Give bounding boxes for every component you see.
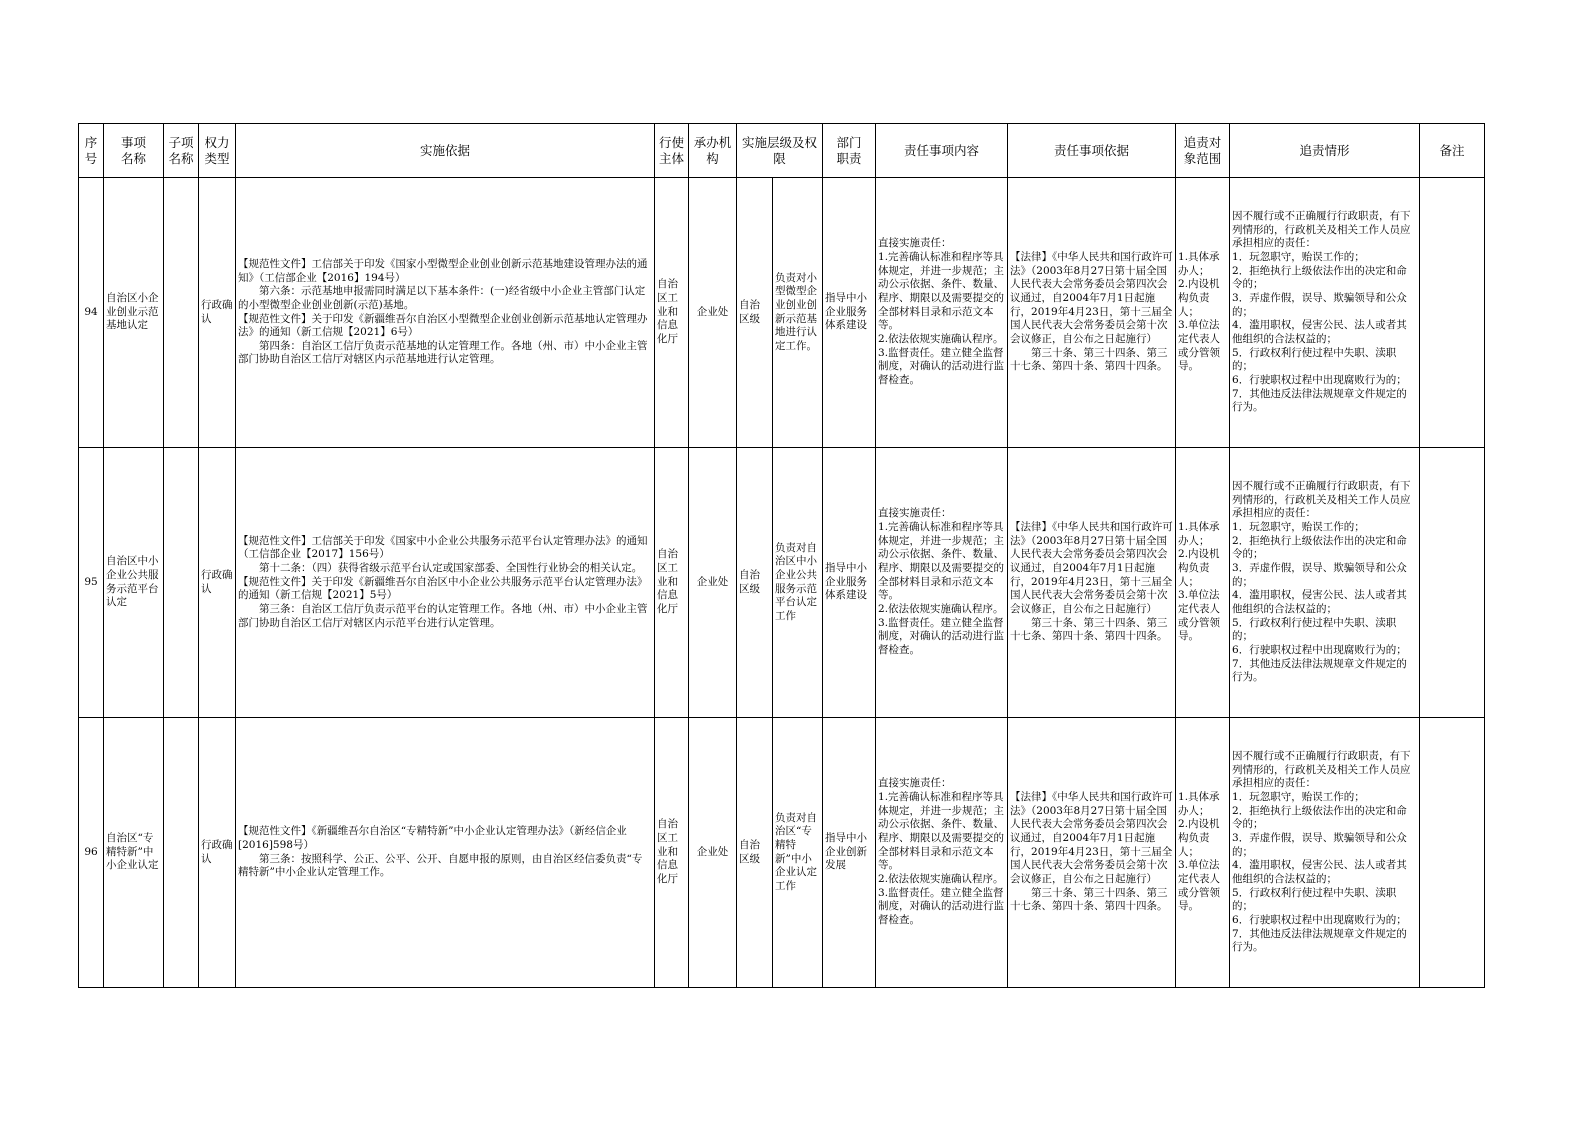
cell-power-type: 行政确认 (199, 718, 236, 988)
cell-office: 企业处 (689, 718, 737, 988)
cell-office: 企业处 (689, 448, 737, 718)
header-subject: 行使 主体 (655, 124, 689, 178)
cell-remark (1420, 718, 1485, 988)
cell-duty: 指导中小企业创新发展 (823, 718, 876, 988)
header-remark: 备注 (1420, 124, 1485, 178)
resp-basis-tag: 【法律】 (1010, 791, 1053, 804)
basis-paragraph (238, 313, 652, 340)
header-resp-basis: 责任事项依据 (1008, 124, 1176, 178)
basis-paragraph (238, 576, 652, 603)
basis-text: 《新疆维吾尔自治区“专精特新”中小企业认定管理办法》（新经信企业[2016]598号） (238, 825, 627, 851)
table-row (79, 178, 1485, 448)
cell-item-name: 自治区“专精特新”中小企业认定 (104, 718, 164, 988)
cell-level: 自治区级 (737, 448, 773, 718)
cell-level-scope: 负责对自治区中小企业公共服务示范平台认定工作 (773, 448, 823, 718)
resp-basis-paragraph (1010, 251, 1173, 346)
header-duty: 部门 职责 (823, 124, 876, 178)
cell-circumstances: 因不履行或不正确履行行政职责，有下列情形的，行政机关及相关工作人员应承担相应的责任： 1．玩忽职守，贻误工作的； 2．拒绝执行上级依法作出的决定和命令的； 3．弄虚作假，误导、欺骗领导和公众的； 4．滥用职权，侵害公民、法人或者其他组织的合法权益的； 5．行政权利行使过程中失职、渎职的； 6．行驶职权过程中出现腐败行为的； 7．其他违反法律法规规章文件规定的行为。 (1230, 718, 1420, 988)
cell-power-type: 行政确认 (199, 178, 236, 448)
cell-resp-content: 直接实施责任： 1.完善确认标准和程序等具体规定，并进一步规范；主动公示依据、条件、数量、程序、期限以及需要提交的全部材料目录和示范文本等。 2.依法依规实施确认程序。 3.监督责任。建立健全监督制度，对确认的活动进行监督检查。 (876, 718, 1008, 988)
cell-level: 自治区级 (737, 718, 773, 988)
cell-subject: 自治区工业和信息化厅 (655, 718, 689, 988)
basis-tag: 【规范性文件】 (238, 257, 312, 270)
cell-sub-name (164, 718, 199, 988)
table-row (79, 718, 1485, 988)
resp-basis-text: 《中华人民共和国行政许可法》（2003年8月27日第十届全国人民代表大会常务委员会第四次会议通过，自2004年7月1日起施行，2019年4月23日，第十三届全国人民代表大会常务委员会第十次会议修正，自公布之日起施行） (1010, 791, 1173, 885)
header-office: 承办机 构 (689, 124, 737, 178)
resp-basis-articles: 第三十条、第三十四条、第三十七条、第四十条、第四十四条。 (1010, 346, 1168, 373)
basis-text: 关于印发《新疆维吾尔自治区小型微型企业创业创新示范基地认定管理办法》的通知（新工信规【2021】6号） (238, 312, 648, 339)
cell-duty: 指导中小企业服务体系建设 (823, 448, 876, 718)
cell-item-name: 自治区小企业创业示范基地认定 (104, 178, 164, 448)
basis-text: 关于印发《新疆维吾尔自治区中小企业公共服务示范平台认定管理办法》的通知（新工信规【2021】5号） (238, 575, 648, 602)
cell-office: 企业处 (689, 178, 737, 448)
cell-remark (1420, 178, 1485, 448)
cell-sub-name (164, 178, 199, 448)
cell-power-type: 行政确认 (199, 448, 236, 718)
cell-scope: 1.具体承办人； 2.内设机构负责人； 3.单位法定代表人或分管领导。 (1176, 448, 1230, 718)
cell-seq: 94 (79, 178, 104, 448)
cell-scope: 1.具体承办人； 2.内设机构负责人； 3.单位法定代表人或分管领导。 (1176, 178, 1230, 448)
basis-text: 第四条：自治区工信厅负责示范基地的认定管理工作。各地（州、市）中小企业主管部门协助自治区工信厅对辖区内示范基地进行认定管理。 (238, 339, 648, 366)
cell-basis (236, 718, 655, 988)
cell-basis (236, 448, 655, 718)
cell-resp-basis (1008, 448, 1176, 718)
cell-remark (1420, 448, 1485, 718)
cell-resp-basis (1008, 718, 1176, 988)
cell-resp-content: 直接实施责任： 1.完善确认标准和程序等具体规定，并进一步规范；主动公示依据、条件、数量、程序、期限以及需要提交的全部材料目录和示范文本等。 2.依法依规实施确认程序。 3.监督责任。建立健全监督制度，对确认的活动进行监督检查。 (876, 448, 1008, 718)
resp-basis-articles: 第三十条、第三十四条、第三十七条、第四十条、第四十四条。 (1010, 616, 1168, 643)
basis-paragraph (238, 562, 652, 576)
basis-paragraph (238, 853, 652, 880)
cell-sub-name (164, 448, 199, 718)
header-seq: 序 号 (79, 124, 104, 178)
basis-text: 第三条：自治区工信厅负责示范平台的认定管理工作。各地（州、市）中小企业主管部门协助自治区工信厅对辖区内示范平台进行认定管理。 (238, 602, 648, 629)
basis-text: 第十二条：（四）获得省级示范平台认定或国家部委、全国性行业协会的相关认定。 (259, 562, 643, 575)
basis-text: 第三条：按照科学、公正、公平、公开、自愿申报的原则，由自治区经信委负责“专精特新”中小企业认定管理工作。 (238, 852, 643, 879)
header-sub-name: 子项 名称 (164, 124, 199, 178)
header-circumstances: 追责情形 (1230, 124, 1420, 178)
cell-scope: 1.具体承办人； 2.内设机构负责人； 3.单位法定代表人或分管领导。 (1176, 718, 1230, 988)
responsibility-table (78, 123, 1485, 988)
basis-tag: 【规范性文件】 (238, 312, 312, 325)
basis-paragraph (238, 535, 652, 562)
resp-basis-paragraph (1010, 791, 1173, 886)
basis-paragraph (238, 603, 652, 630)
header-basis: 实施依据 (236, 124, 655, 178)
resp-basis-tag: 【法律】 (1010, 251, 1053, 264)
basis-text: 工信部关于印发《国家小型微型企业创业创新示范基地建设管理办法的通知》（工信部企业【2016】194号） (238, 257, 648, 284)
cell-item-name: 自治区中小企业公共服务示范平台认定 (104, 448, 164, 718)
cell-duty: 指导中小企业服务体系建设 (823, 178, 876, 448)
cell-seq: 95 (79, 448, 104, 718)
cell-circumstances: 因不履行或不正确履行行政职责，有下列情形的，行政机关及相关工作人员应承担相应的责任： 1．玩忽职守，贻误工作的； 2．拒绝执行上级依法作出的决定和命令的； 3．弄虚作假，误导、欺骗领导和公众的； 4．滥用职权，侵害公民、法人或者其他组织的合法权益的； 5．行政权利行使过程中失职、渎职的； 6．行驶职权过程中出现腐败行为的； 7．其他违反法律法规规章文件规定的行为。 (1230, 448, 1420, 718)
cell-level: 自治区级 (737, 178, 773, 448)
basis-text: 第六条：示范基地申报需同时满足以下基本条件：(一)经省级中小企业主管部门认定的小型微型企业创业创新(示范)基地。 (238, 285, 646, 311)
table-row (79, 448, 1485, 718)
resp-basis-text: 《中华人民共和国行政许可法》（2003年8月27日第十届全国人民代表大会常务委员会第四次会议通过，自2004年7月1日起施行，2019年4月23日，第十三届全国人民代表大会常务委员会第十次会议修正，自公布之日起施行） (1010, 521, 1173, 615)
resp-basis-text: 《中华人民共和国行政许可法》（2003年8月27日第十届全国人民代表大会常务委员会第四次会议通过，自2004年7月1日起施行，2019年4月23日，第十三届全国人民代表大会常务委员会第十次会议修正，自公布之日起施行） (1010, 251, 1173, 345)
cell-circumstances: 因不履行或不正确履行行政职责，有下列情形的，行政机关及相关工作人员应承担相应的责任： 1．玩忽职守，贻误工作的； 2．拒绝执行上级依法作出的决定和命令的； 3．弄虚作假，误导、欺骗领导和公众的； 4．滥用职权，侵害公民、法人或者其他组织的合法权益的； 5．行政权利行使过程中失职、渎职的； 6．行驶职权过程中出现腐败行为的； 7．其他违反法律法规规章文件规定的行为。 (1230, 178, 1420, 448)
header-level: 实施层级及权 限 (737, 124, 823, 178)
resp-basis-articles: 第三十条、第三十四条、第三十七条、第四十条、第四十四条。 (1010, 886, 1168, 913)
header-item-name: 事项 名称 (104, 124, 164, 178)
basis-paragraph (238, 340, 652, 367)
resp-basis-tag: 【法律】 (1010, 521, 1053, 534)
basis-paragraph (238, 258, 652, 285)
cell-basis (236, 178, 655, 448)
resp-basis-paragraph (1010, 521, 1173, 616)
cell-subject: 自治区工业和信息化厅 (655, 178, 689, 448)
basis-paragraph (238, 825, 652, 852)
basis-tag: 【规范性文件】 (238, 534, 312, 547)
basis-tag: 【规范性文件】 (238, 575, 312, 588)
cell-seq: 96 (79, 718, 104, 988)
cell-level-scope: 负责对小型微型企业创业创新示范基地进行认定工作。 (773, 178, 823, 448)
cell-subject: 自治区工业和信息化厅 (655, 448, 689, 718)
basis-text: 工信部关于印发《国家中小企业公共服务示范平台认定管理办法》的通知（工信部企业【2017】156号） (238, 534, 648, 561)
basis-tag: 【规范性文件】 (238, 825, 312, 838)
header-power-type: 权力 类型 (199, 124, 236, 178)
cell-level-scope: 负责对自治区“专精特新”中小企业认定工作 (773, 718, 823, 988)
header-resp-content: 责任事项内容 (876, 124, 1008, 178)
header-scope: 追责对 象范围 (1176, 124, 1230, 178)
cell-resp-basis (1008, 178, 1176, 448)
basis-paragraph (238, 285, 652, 312)
cell-resp-content: 直接实施责任： 1.完善确认标准和程序等具体规定，并进一步规范；主动公示依据、条件、数量、程序、期限以及需要提交的全部材料目录和示范文本等。 2.依法依规实施确认程序。 3.监督责任。建立健全监督制度，对确认的活动进行监督检查。 (876, 178, 1008, 448)
header-row (79, 124, 1485, 178)
